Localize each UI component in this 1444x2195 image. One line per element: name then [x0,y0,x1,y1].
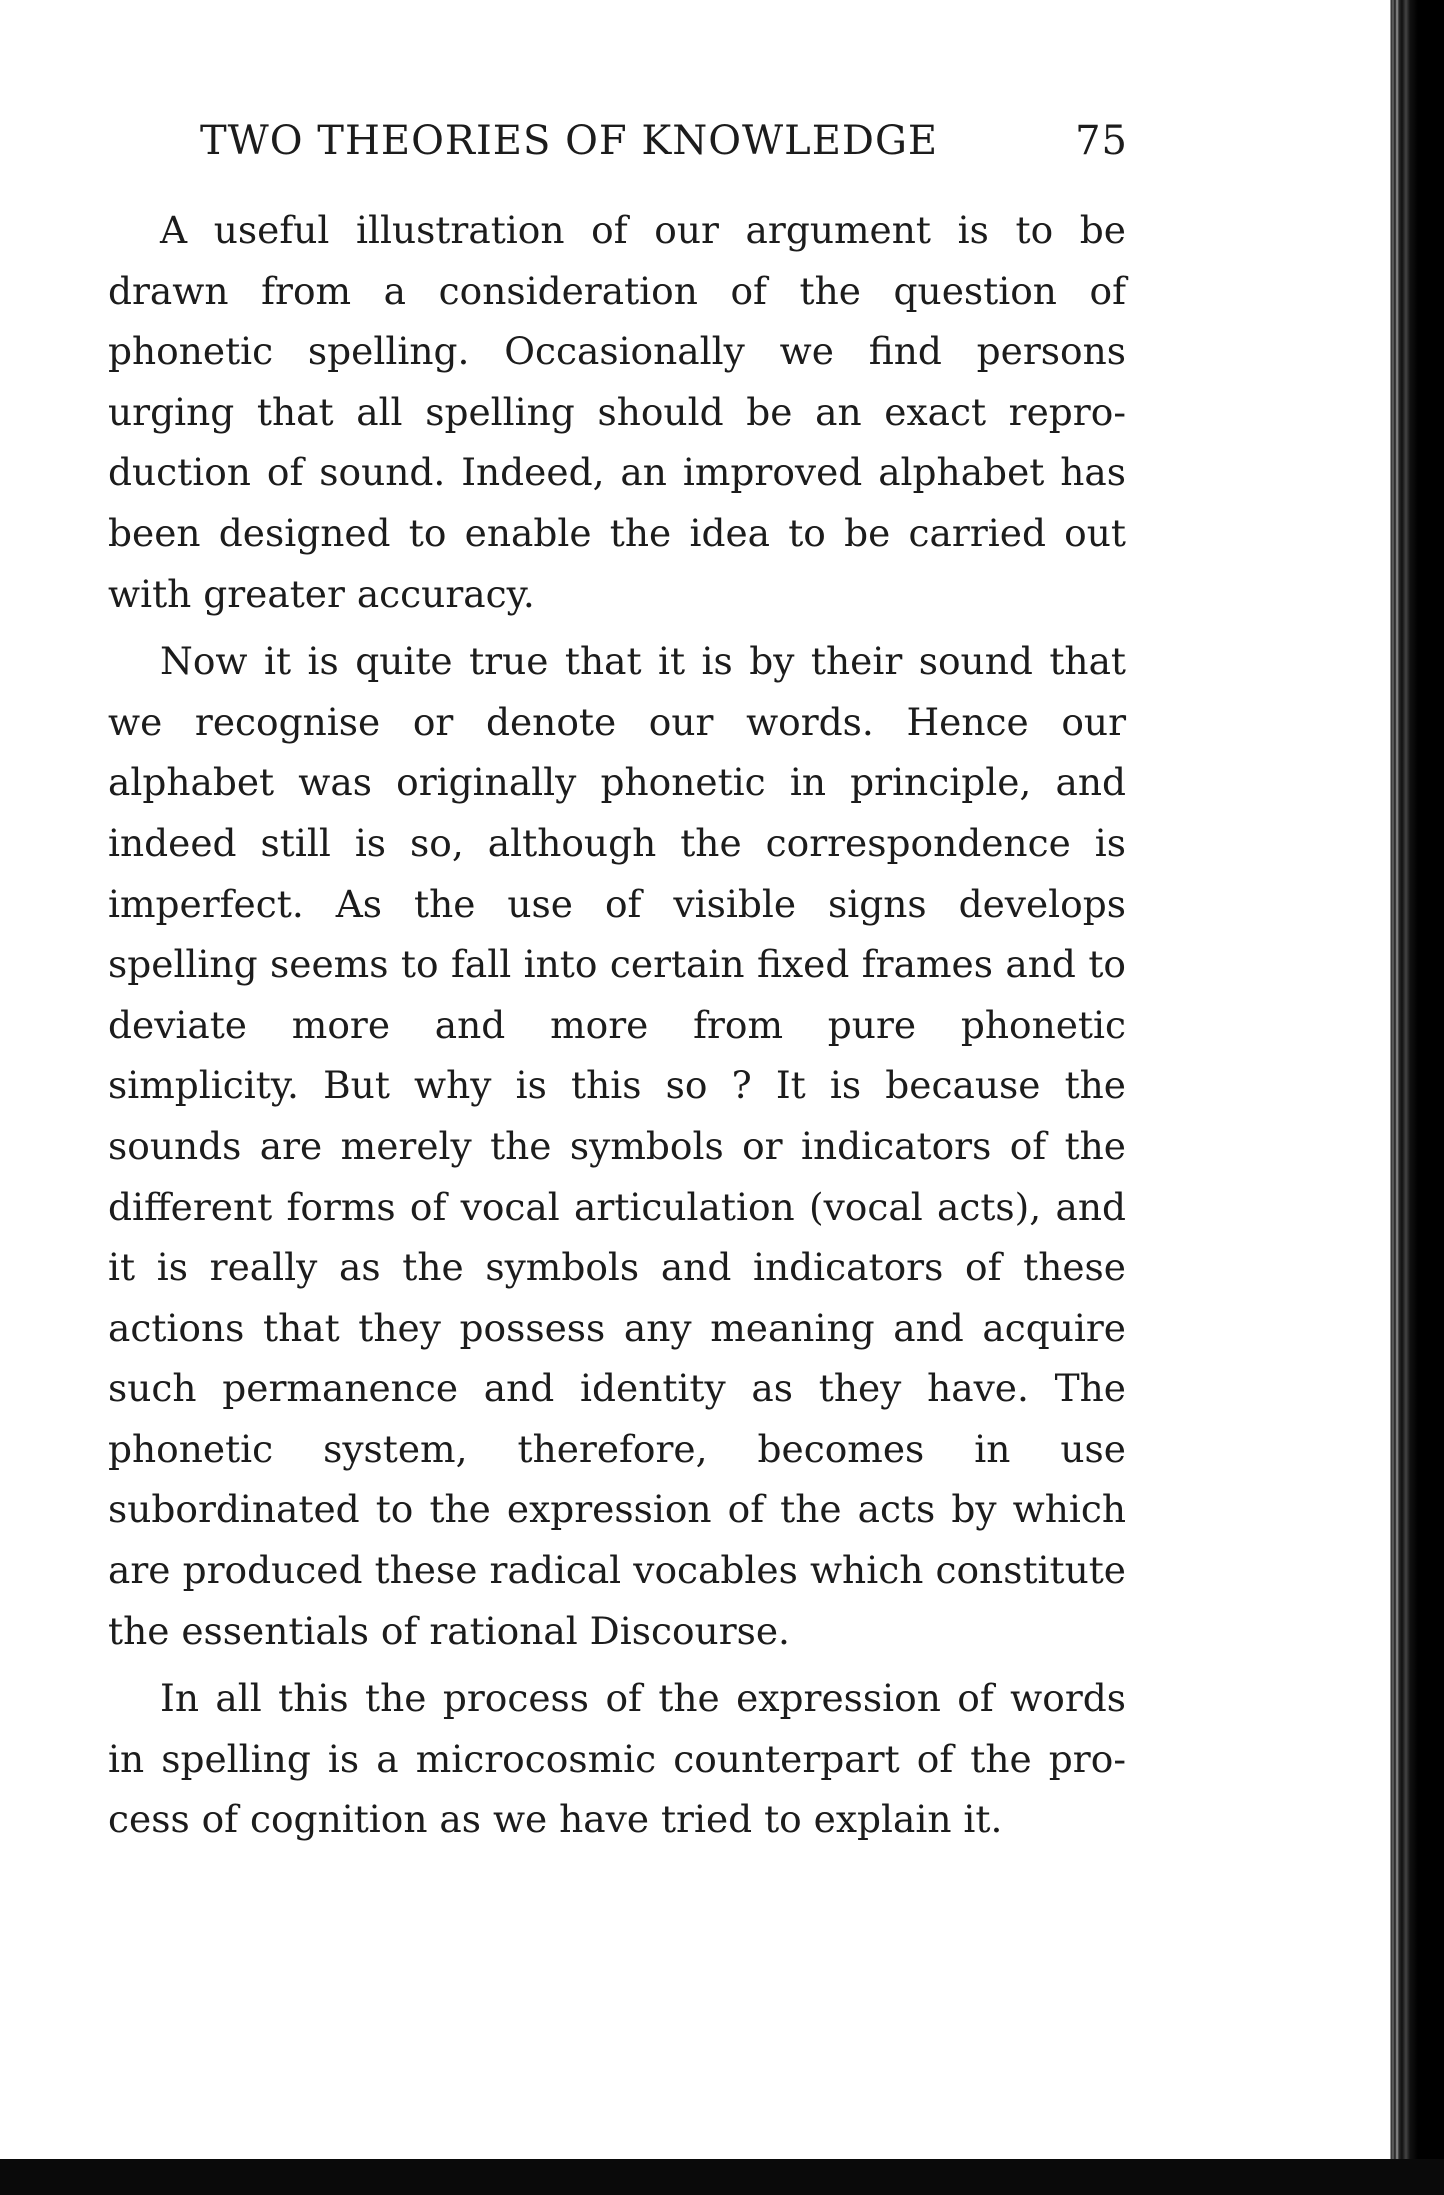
running-head [200,118,1128,170]
body-text [108,200,1126,1857]
book-gutter [1382,0,1444,2195]
paragraph-2: Now it is quite true that it is by their sound that we recognise or denote our words. Hence our alphabet was originally phonetic in principle, and indeed still is so, although the correspondence is imperfect. As the use of visible signs develops spelling seems to fall into certain fixed frames and to deviate more and more from pure phonetic simplicity. But why is this so ? It is because the sounds are merely the symbols or indicators of the different forms of vocal articulation (vocal acts), and it is really as the symbols and indicators of these actions that they possess any meaning and acquire such permanence and identity as they have. The phonetic system, therefore, becomes in use subordinated to the expression of the acts by which are produced these radical vocables which constitute the essentials of rational Discourse. [108,639,1126,1653]
paragraph-1: A useful illustration of our argument is to be drawn from a consideration of the question of phonetic spelling. Occasionally we find persons urging that all spelling should be an exact reproduction of sound. Indeed, an improved alphabet has been designed to enable the idea to be carried out with greater accuracy. [108,208,1126,616]
scan-bottom-edge [0,2159,1444,2195]
page-number: 75 [1075,118,1128,164]
running-head-title: TWO THEORIES OF KNOWLEDGE [200,118,939,164]
paragraph-3: In all this the process of the expression of words in spelling is a microcosmic counterpart of the process of cognition as we have tried to explain it. [108,1676,1126,1842]
